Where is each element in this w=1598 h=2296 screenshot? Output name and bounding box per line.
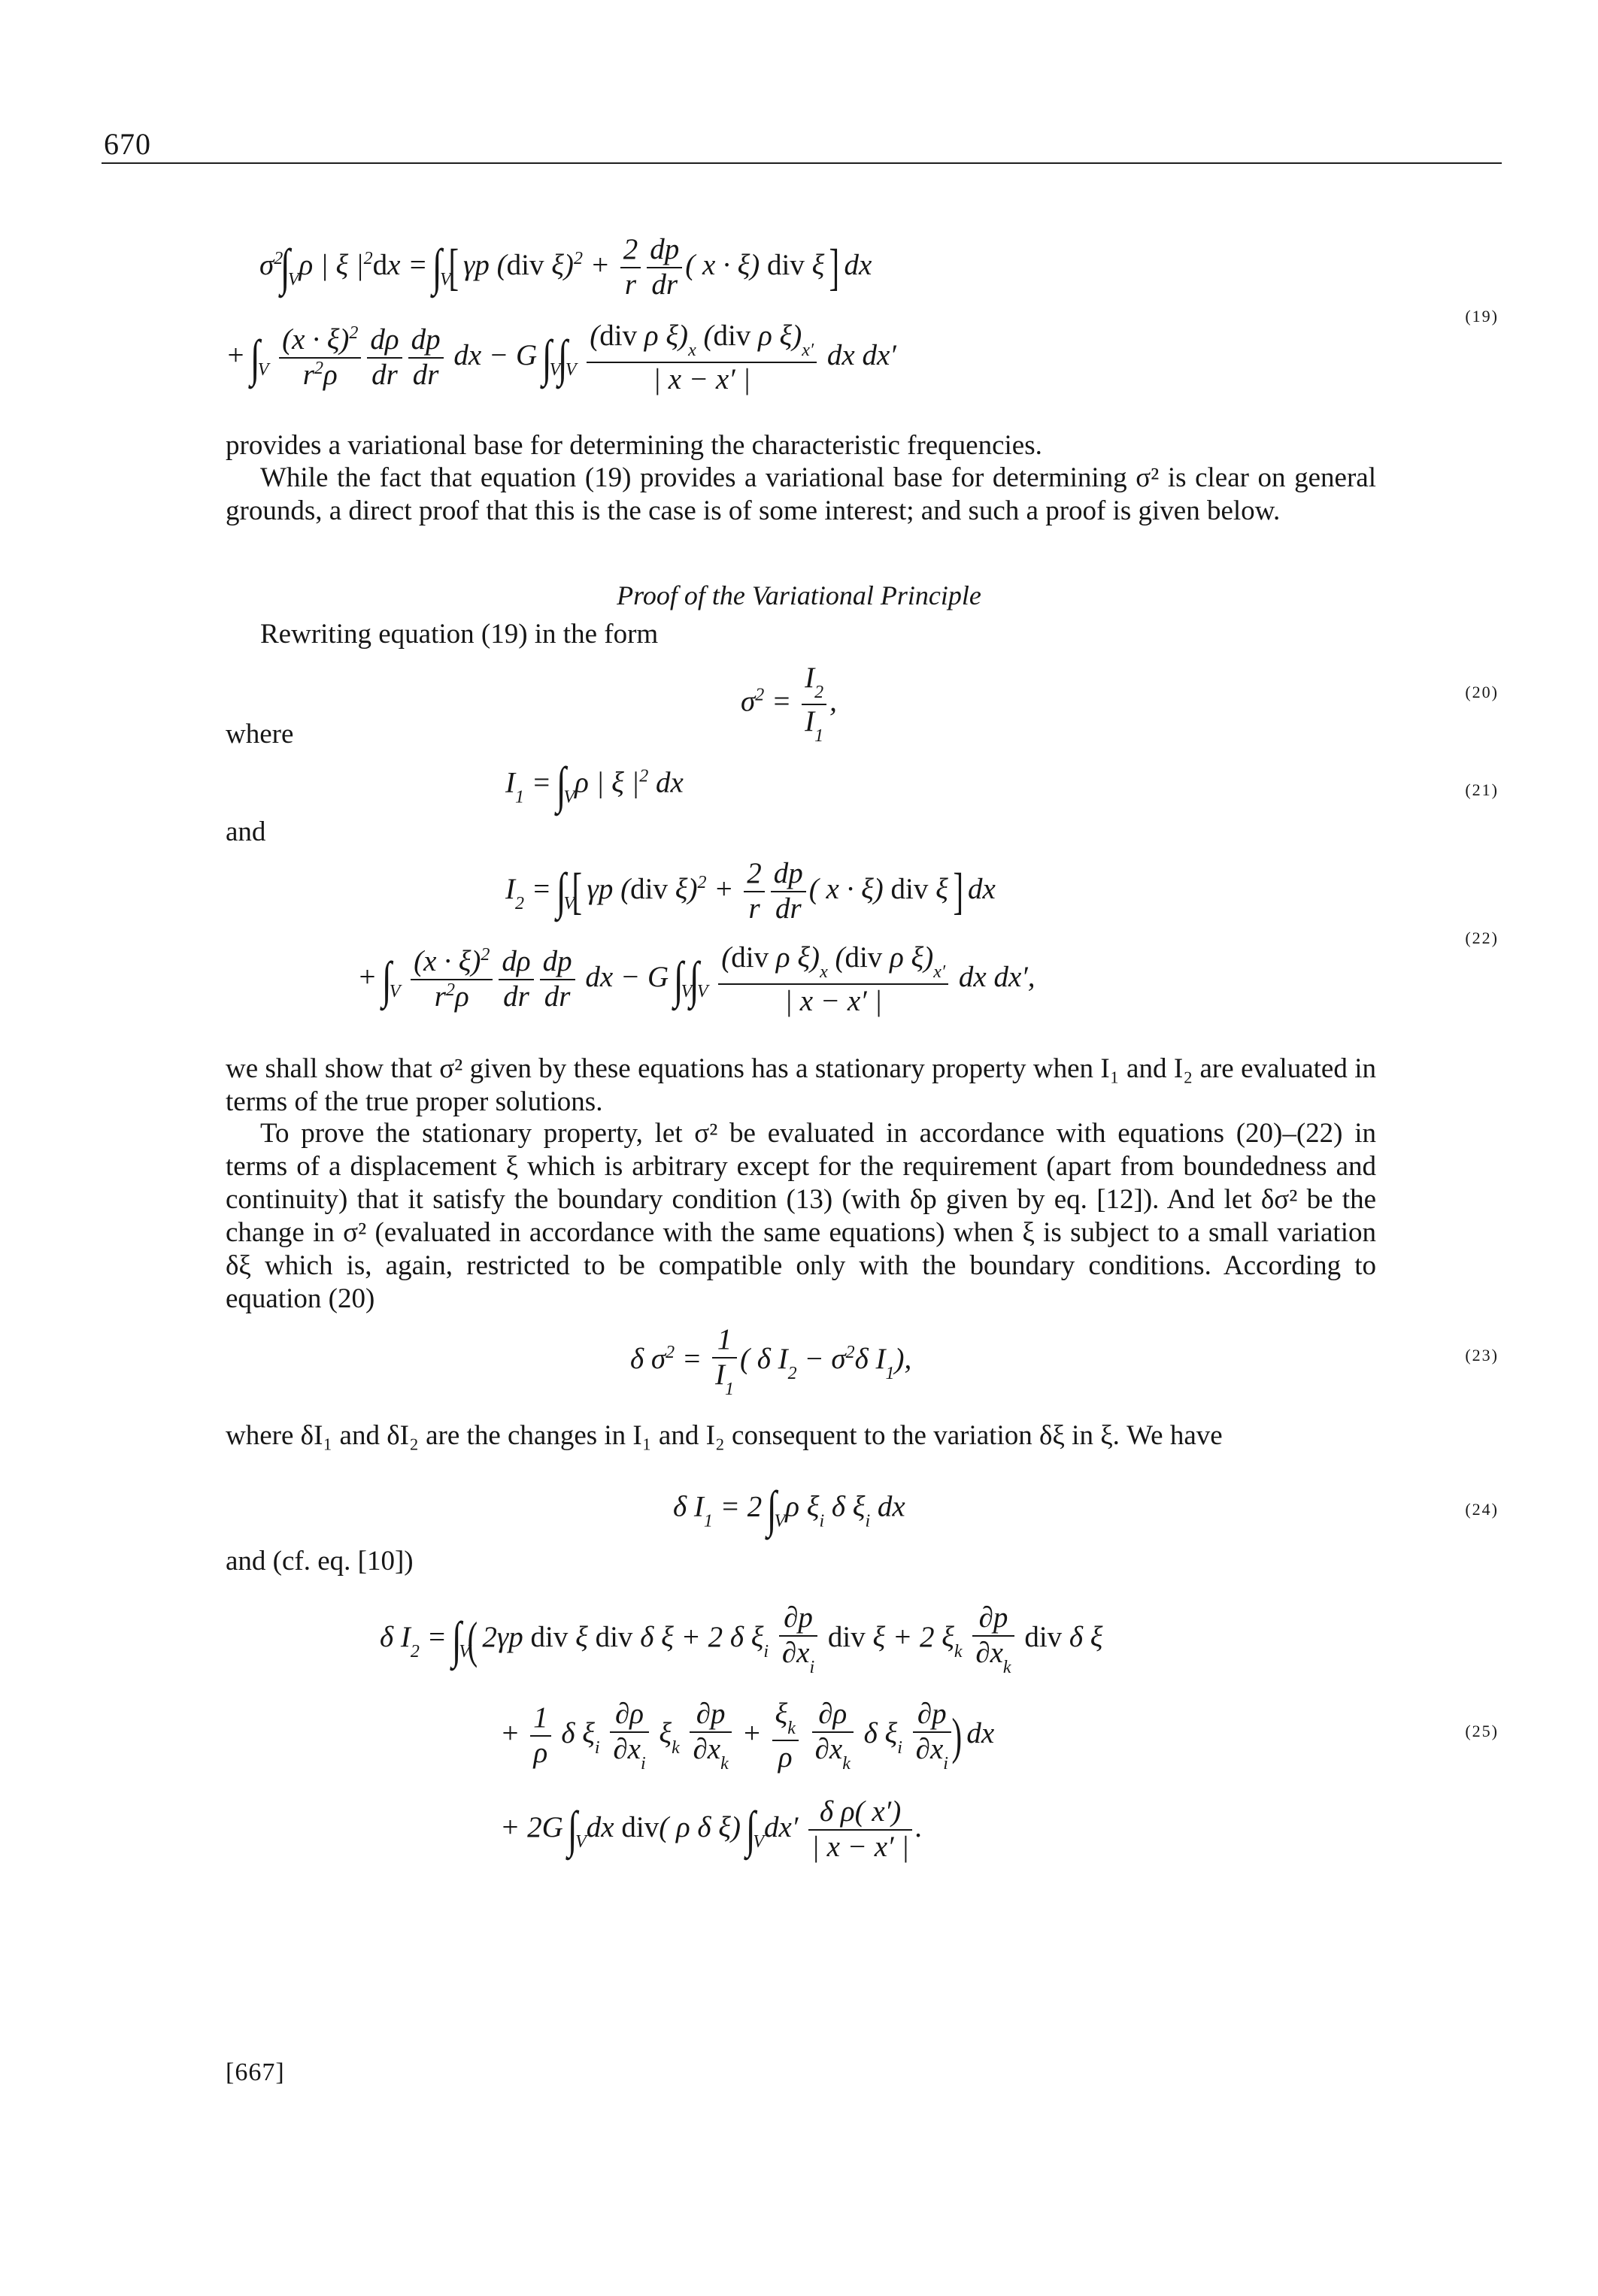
- label-and: and: [226, 816, 266, 847]
- equation-23-number: (23): [1465, 1346, 1499, 1365]
- label-and-cf: and (cf. eq. [10]): [226, 1546, 414, 1577]
- equation-21-number: (21): [1465, 780, 1499, 799]
- paragraph-4: we shall show that σ² given by these equations has a stationary property when I₁ and I₂ are evaluated in terms of the true proper solutions.: [226, 1053, 1376, 1117]
- section-heading: Proof of the Variational Principle: [617, 580, 981, 610]
- equation-25-number: (25): [1465, 1722, 1499, 1740]
- equation-23: δ $\sigma^2$ = $\frac{1}{I_1}$ ( δ $I_2 - \sigma^2\delta$ $I_1$),: [630, 1323, 912, 1399]
- footer-page-reference: [667]: [226, 2058, 285, 2086]
- equation-25-line-2: + $\frac{1}{\rho}$ δ $\xi_i$ $\frac{\partial\rho}{\partial x_i}$ $\xi_k$ $\frac{\partial p}{\partial x_k}$ + $\frac{\xi_k}{\rho}$ $\frac{\partial\rho}{\partial x_k}$ δ $\xi_i$ $\frac{\partial p}{\partial x_i}$ ) dx: [500, 1698, 995, 1773]
- paragraph-3: Rewriting equation (19) in the form: [260, 619, 659, 650]
- equation-22-line-2: + $\int_V$ $\frac{(x \cdot \xi)^2}{r^2\rho}$ $\frac{d\rho}{dr}$ $\frac{dp}{dr}$ dx − G $\int_V\int_V$ $\frac{(div \rho \xi)_x (div \rho \xi)_{x'}}{| x - x' |}$ dx dx′,: [357, 941, 1036, 1017]
- equation-19-line-1: $\sigma^2\int_V\rho$ | ξ $|^2dx = \int_V$[ γp (div ξ)$^2$ + $\frac{2}{r}$ $\frac{dp}{dr}$ ( x · ξ) div ξ ] dx: [259, 233, 872, 301]
- paragraph-1: provides a variational base for determining the characteristic frequencies.: [226, 430, 1042, 461]
- equation-20: $\sigma^2$ = $\frac{I_2}{I_1}$ ,: [741, 662, 837, 746]
- header-rule: [102, 162, 1502, 164]
- equation-22-number: (22): [1465, 928, 1499, 947]
- equation-19-line-2: + $\int_V$ $\frac{(x \cdot \xi)^2}{r^2\rho}$ $\frac{d\rho}{dr}$ $\frac{dp}{dr}$ dx − G $\int_V\int_V$ $\frac{(div \rho \xi)_x (div \rho \xi)_{x'}}{| x - x' |}$ dx dx′: [226, 320, 896, 395]
- equation-25-line-3: + 2G $\int_Vdx$ div( ρ δ ξ) $\int_Vdx'$ $\frac{\text{δ ρ( x′)}}{| x - x' |}$ .: [500, 1795, 923, 1863]
- equation-22-line-1: $I_2 = \int_V$[ γp (div ξ)$^2$ + $\frac{2}{r}$ $\frac{dp}{dr}$ ( x · ξ) div ξ ] dx: [505, 857, 996, 925]
- equation-21: $I_1 = \int_V\rho$ | ξ $|^2$ dx: [505, 756, 684, 813]
- label-where: where: [226, 719, 294, 750]
- equation-24-number: (24): [1465, 1500, 1499, 1519]
- paragraph-2: While the fact that equation (19) provides a variational base for determining σ² is clear on general grounds, a direct proof that this is the case is of some interest; and such a proof is given below.: [226, 462, 1376, 526]
- page-number: 670: [104, 127, 151, 161]
- equation-24: δ $I_1 = 2$ $\int_V\rho$ $\xi_i$ δ $\xi_i$ dx: [673, 1480, 905, 1537]
- equation-20-number: (20): [1465, 683, 1499, 701]
- equation-25-line-1: δ $I_2 = \int_V$( 2γp div ξ div δ ξ + 2 δ $\xi_i$ $\frac{\partial p}{\partial x_i}$ div ξ + 2 $\xi_k$ $\frac{\partial p}{\partial x_k}$ div δ ξ: [380, 1601, 1103, 1677]
- paragraph-5: To prove the stationary property, let σ² be evaluated in accordance with equations (20)–(22) in terms of a displacement ξ which is arbitrary except for the requirement (apart from boundedness and continuity) that it satisfy the boundary condition (13) (with δp given by eq. [12]). And let δσ² be the change in σ² (evaluated in accordance with the same equations) when ξ is subject to a small variation δξ which is, again, restricted to be compatible only with the boundary conditions. According to equation (20): [226, 1118, 1376, 1314]
- equation-19-number: (19): [1465, 307, 1499, 326]
- paragraph-6: where δI₁ and δI₂ are the changes in I₁ and I₂ consequent to the variation δξ in ξ. We have: [226, 1420, 1223, 1451]
